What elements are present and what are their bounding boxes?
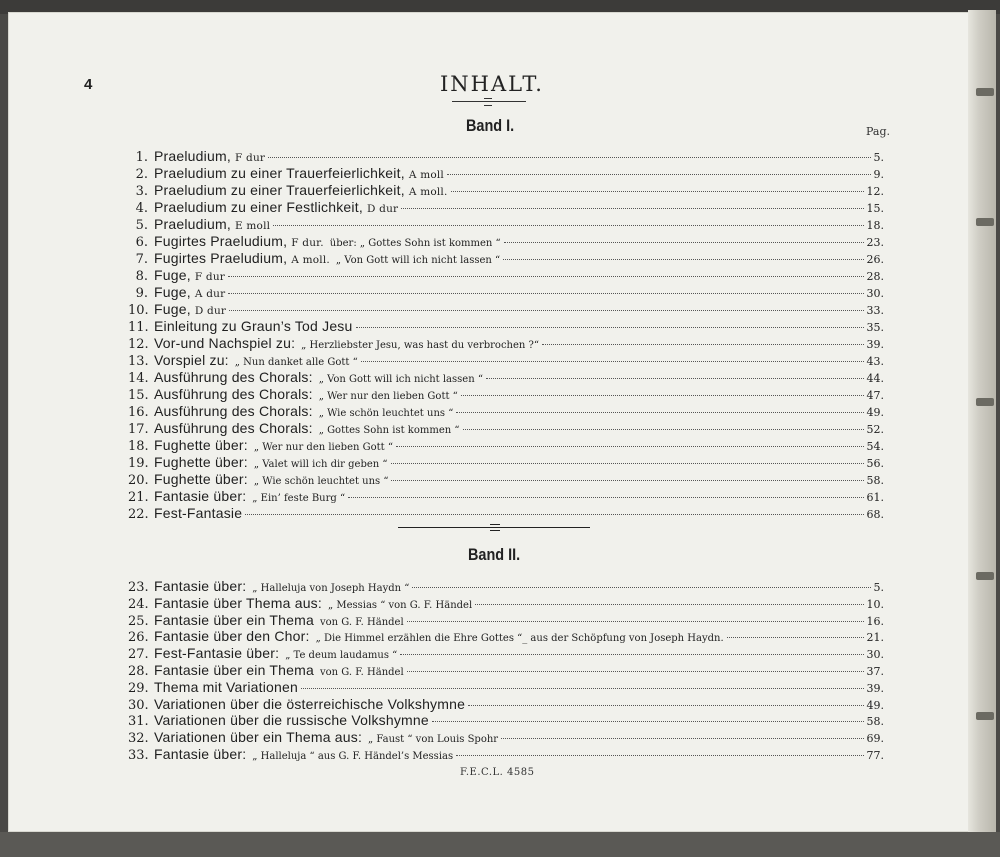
toc-entry-number: 32. — [128, 731, 149, 747]
toc-entry-title: Variationen über die russische Volkshymne — [154, 712, 429, 729]
toc-dot-leader — [447, 174, 871, 175]
toc-dot-leader — [400, 654, 863, 655]
toc-entry-title: Fughette über: — [154, 471, 248, 487]
toc-entry-number: 24. — [128, 596, 149, 612]
toc-entry-page: 18. — [866, 219, 884, 232]
toc-entry-title: Fantasie über ein Thema — [154, 662, 314, 678]
toc-entry-number: 22. — [128, 507, 149, 522]
toc-entry-key: F dur. — [291, 237, 324, 249]
toc-entry-number: 31. — [128, 714, 149, 730]
toc-entry-title: Fantasie über ein Thema — [154, 611, 314, 628]
toc-entry-title: Thema mit Variationen — [154, 678, 299, 695]
toc-dot-leader — [396, 446, 864, 447]
toc-entry — [128, 369, 884, 386]
toc-entry — [128, 352, 884, 369]
toc-entry — [128, 746, 884, 763]
toc-dot-leader — [486, 378, 864, 379]
toc-entry-page: 5. — [873, 151, 884, 164]
toc-dot-leader — [468, 705, 863, 706]
toc-entry-page: 37. — [866, 665, 884, 678]
toc-entry-number: 2. — [135, 167, 148, 182]
toc-entry-title: Praeludium, F dur — [154, 148, 266, 164]
toc-entry-title: Einleitung zu Graun’s Tod Jesu — [154, 318, 353, 334]
toc-entry-page: 35. — [866, 321, 884, 334]
toc-dot-leader — [542, 344, 863, 345]
toc-entry — [128, 628, 884, 645]
toc-entry-subtitle: „ Te deum laudamus “ — [285, 650, 398, 662]
toc-entry-title: Ausführung des Chorals: — [154, 420, 313, 436]
toc-entry-number: 8. — [135, 269, 148, 284]
toc-entry — [128, 233, 884, 250]
toc-entry-number: 33. — [128, 748, 149, 763]
toc-entry-title: Ausführung des Chorals: — [154, 369, 313, 385]
toc-dot-leader — [503, 259, 863, 260]
toc-entry-subtitle: „ Nun danket alle Gott “ — [234, 357, 358, 368]
toc-entry — [128, 729, 884, 746]
scan-background-bottom — [0, 832, 1000, 857]
catalog-number: F.E.C.L. 4585 — [460, 767, 535, 778]
toc-entry-subtitle: „ Faust “ von Louis Spohr — [368, 734, 499, 746]
toc-entry-page: 56. — [866, 457, 884, 470]
toc-dot-leader — [228, 276, 863, 277]
toc-entry — [128, 182, 884, 199]
toc-entry-page: 58. — [866, 715, 884, 729]
toc-entry — [128, 612, 884, 629]
toc-entry-subtitle: „ Halleluja “ aus G. F. Händel’s Messias — [252, 751, 454, 762]
toc-dot-leader — [461, 395, 864, 396]
toc-dot-leader — [456, 412, 863, 413]
toc-dot-leader — [391, 463, 864, 464]
toc-dot-leader — [451, 191, 864, 192]
toc-dot-leader — [391, 480, 863, 481]
toc-entry-number: 18. — [128, 439, 149, 454]
toc-entry-page: 39. — [866, 338, 884, 351]
toc-entry-subtitle: „ Wer nur den lieben Gott “ — [318, 391, 458, 402]
toc-entry-number: 19. — [128, 456, 149, 471]
toc-entry-subtitle: „ Gottes Sohn ist kommen “ — [318, 425, 460, 436]
toc-dot-leader — [463, 429, 864, 430]
toc-entry — [128, 284, 884, 301]
toc-entry-title: Variationen über ein Thema aus: — [154, 729, 363, 746]
toc-entry-number: 1. — [135, 150, 148, 165]
toc-entry-title: Fuge, A dur — [154, 284, 226, 300]
toc-entry-title: Fuge, D dur — [154, 301, 227, 317]
toc-entry-subtitle: „ Valet will ich dir geben “ — [253, 459, 388, 470]
toc-entry-page: 44. — [866, 372, 884, 385]
toc-entry-title: Ausführung des Chorals: — [154, 386, 313, 402]
toc-entry-number: 29. — [128, 680, 149, 696]
toc-entry — [128, 595, 884, 612]
toc-dot-leader — [401, 208, 863, 209]
toc-entry-key: A moll. — [291, 254, 330, 266]
toc-entry-number: 4. — [135, 201, 148, 216]
toc-entry-title: Praeludium zu einer Trauerfeierlichkeit, A moll. — [154, 182, 448, 198]
toc-entry-number: 30. — [128, 697, 149, 713]
toc-entry-page: 26. — [866, 253, 884, 266]
toc-entry-title: Fantasie über den Chor: — [154, 628, 310, 645]
toc-entry-page: 58. — [866, 474, 884, 487]
toc-entry-page: 30. — [866, 287, 884, 300]
toc-entry-title: Praeludium zu einer Festlichkeit, D dur — [154, 199, 399, 215]
toc-entry-key: A moll — [408, 169, 444, 181]
toc-entry-title: Fugirtes Praeludium, F dur. — [154, 233, 324, 249]
toc-entry — [128, 403, 884, 420]
toc-entry-number: 25. — [128, 613, 149, 629]
toc-dot-leader — [504, 242, 864, 243]
toc-entry-page: 33. — [866, 304, 884, 317]
toc-dot-leader — [456, 755, 863, 756]
toc-entry-page: 39. — [866, 681, 884, 695]
toc-entry — [128, 505, 884, 522]
page-column-label: Pag. — [866, 125, 891, 138]
toc-dot-leader — [348, 497, 863, 498]
toc-dot-leader — [301, 688, 863, 689]
toc-entry-subtitle: „ Wie schön leuchtet uns “ — [318, 408, 454, 419]
toc-entry-subtitle: „ Ein’ feste Burg “ — [252, 493, 346, 504]
toc-entry-subtitle: von G. F. Händel — [320, 616, 404, 628]
toc-dot-leader — [245, 514, 863, 515]
toc-entry-subtitle: „ Herzliebster Jesu, was hast du verbrochen ?“ — [301, 340, 540, 351]
toc-entry-page: 12. — [866, 185, 884, 198]
toc-entry-subtitle: über: „ Gottes Sohn ist kommen “ — [329, 238, 501, 249]
toc-entry-subtitle: „ Messias “ von G. F. Händel — [327, 599, 473, 611]
toc-entry-title: Fugirtes Praeludium, A moll. — [154, 250, 330, 266]
toc-entry-subtitle: „ Wer nur den lieben Gott “ — [253, 442, 393, 453]
toc-entry-title: Fest-Fantasie über: — [154, 645, 280, 662]
toc-entry-subtitle: „ Von Gott will ich nicht lassen “ — [335, 255, 501, 266]
toc-entry — [128, 454, 884, 471]
toc-entry-number: 28. — [128, 664, 149, 679]
toc-entry-key: D dur — [194, 305, 227, 317]
toc-entry-subtitle: von G. F. Händel — [320, 667, 404, 678]
toc-dot-leader — [407, 671, 864, 672]
toc-entry-subtitle: „ Wie schön leuchtet uns “ — [253, 476, 389, 487]
toc-entry-page: 15. — [866, 202, 884, 215]
toc-entry-page: 9. — [873, 168, 884, 181]
toc-entry-number: 23. — [128, 580, 149, 595]
binding-mark — [976, 712, 994, 720]
toc-entry — [128, 165, 884, 182]
toc-entry — [128, 679, 884, 696]
toc-dot-leader — [412, 587, 870, 588]
toc-entry-key: E moll — [235, 220, 271, 232]
toc-entry — [128, 578, 884, 595]
toc-entry-number: 17. — [128, 422, 149, 437]
band-2-heading: Band II. — [468, 545, 521, 564]
toc-entry-title: Vorspiel zu: — [154, 352, 229, 368]
toc-entry-page: 10. — [866, 597, 884, 611]
binding-mark — [976, 88, 994, 96]
toc-entry-page: 77. — [866, 749, 884, 762]
toc-entry-page: 28. — [866, 270, 884, 283]
section-ornament — [490, 524, 500, 531]
toc-entry-title: Fughette über: — [154, 437, 248, 453]
toc-entry-number: 7. — [135, 252, 148, 267]
toc-entry-page: 47. — [866, 389, 884, 402]
toc-dot-leader — [273, 225, 863, 226]
page-number: 4 — [84, 76, 93, 93]
toc-entry-page: 68. — [866, 508, 884, 521]
toc-entry-key: F dur — [194, 271, 226, 283]
toc-entry-page: 30. — [866, 648, 884, 662]
toc-entry — [128, 148, 884, 165]
toc-entry-title: Variationen über die österreichische Volkshymne — [154, 695, 466, 712]
toc-entry-page: 23. — [866, 236, 884, 249]
page-edge — [968, 10, 996, 832]
toc-entry-title: Fantasie über: — [154, 746, 247, 762]
band-1-heading: Band I. — [466, 116, 515, 135]
toc-entry-page: 61. — [866, 491, 884, 504]
toc-entry-key: A dur — [194, 288, 226, 300]
toc-entry-subtitle: „ Von Gott will ich nicht lassen “ — [318, 374, 483, 385]
toc-entry-number: 12. — [128, 337, 149, 352]
toc-entry-subtitle: „ Halleluja von Joseph Haydn “ — [252, 583, 410, 594]
toc-entry-title: Fantasie über: — [154, 578, 247, 594]
toc-entry-page: 43. — [866, 355, 884, 368]
toc-entry-page: 69. — [866, 732, 884, 746]
toc-entry-number: 10. — [128, 303, 149, 318]
toc-entry-number: 16. — [128, 405, 149, 420]
toc-entry — [128, 662, 884, 679]
toc-entry — [128, 386, 884, 403]
toc-entry-title: Ausführung des Chorals: — [154, 403, 313, 419]
toc-entry-key: A moll. — [408, 186, 448, 198]
toc-dot-leader — [407, 621, 864, 622]
toc-dot-leader — [229, 310, 863, 311]
toc-entry-number: 14. — [128, 371, 149, 386]
toc-entry-title: Fughette über: — [154, 454, 248, 470]
toc-entry — [128, 437, 884, 454]
toc-entry-number: 6. — [135, 235, 148, 250]
toc-entry-title: Fantasie über Thema aus: — [154, 594, 322, 611]
toc-entry — [128, 335, 884, 352]
toc-entry-page: 52. — [866, 423, 884, 436]
toc-entry — [128, 420, 884, 437]
toc-dot-leader — [361, 361, 864, 362]
toc-dot-leader — [356, 327, 864, 328]
toc-entry-page: 16. — [866, 614, 884, 628]
page-title: INHALT. — [440, 72, 544, 96]
toc-entry — [128, 471, 884, 488]
toc-entry-number: 20. — [128, 473, 149, 488]
toc-entry-number: 27. — [128, 647, 149, 663]
toc-entry — [128, 250, 884, 267]
toc-dot-leader — [501, 738, 863, 739]
toc-entry-page: 5. — [873, 581, 884, 594]
toc-entry-number: 13. — [128, 354, 149, 369]
toc-entry — [128, 696, 884, 713]
toc-entry-page: 54. — [866, 440, 884, 453]
toc-entry — [128, 216, 884, 233]
toc-entry-page: 49. — [866, 406, 884, 419]
binding-mark — [976, 572, 994, 580]
toc-entry — [128, 645, 884, 662]
toc-dot-leader — [432, 721, 864, 722]
toc-entry — [128, 199, 884, 216]
toc-entry-title: Fuge, F dur — [154, 267, 226, 283]
toc-entry-key: F dur — [235, 152, 266, 164]
toc-entry — [128, 301, 884, 318]
toc-entry-title: Praeludium zu einer Trauerfeierlichkeit, A moll — [154, 165, 444, 181]
toc-entry-page: 21. — [866, 631, 884, 645]
toc-entry — [128, 488, 884, 505]
toc-entry-number: 26. — [128, 630, 149, 646]
toc-entry-number: 11. — [128, 320, 149, 335]
toc-entry — [128, 318, 884, 335]
binding-mark — [976, 398, 994, 406]
toc-entry-key: D dur — [367, 203, 399, 215]
toc-dot-leader — [727, 637, 864, 638]
title-ornament — [484, 98, 492, 106]
toc-entry-title: Vor-und Nachspiel zu: — [154, 335, 296, 351]
toc-entry-title: Fantasie über: — [154, 488, 247, 504]
toc-entry-number: 5. — [135, 218, 148, 233]
toc-dot-leader — [228, 293, 863, 294]
toc-entry-number: 21. — [128, 490, 149, 505]
toc-entry-title: Fest-Fantasie — [154, 505, 243, 521]
toc-entry-page: 49. — [866, 698, 884, 712]
toc-entry-subtitle: „ Die Himmel erzählen die Ehre Gottes “_ aus der Schöpfung von Joseph Haydn. — [315, 633, 724, 645]
toc-entry-number: 9. — [135, 286, 148, 301]
toc-entry — [128, 267, 884, 284]
toc-entry — [128, 712, 884, 729]
toc-dot-leader — [475, 604, 863, 605]
toc-entry-number: 3. — [135, 184, 148, 199]
toc-entry-number: 15. — [128, 388, 149, 403]
toc-dot-leader — [268, 157, 870, 158]
binding-mark — [976, 218, 994, 226]
toc-entry-title: Praeludium, E moll — [154, 216, 271, 232]
